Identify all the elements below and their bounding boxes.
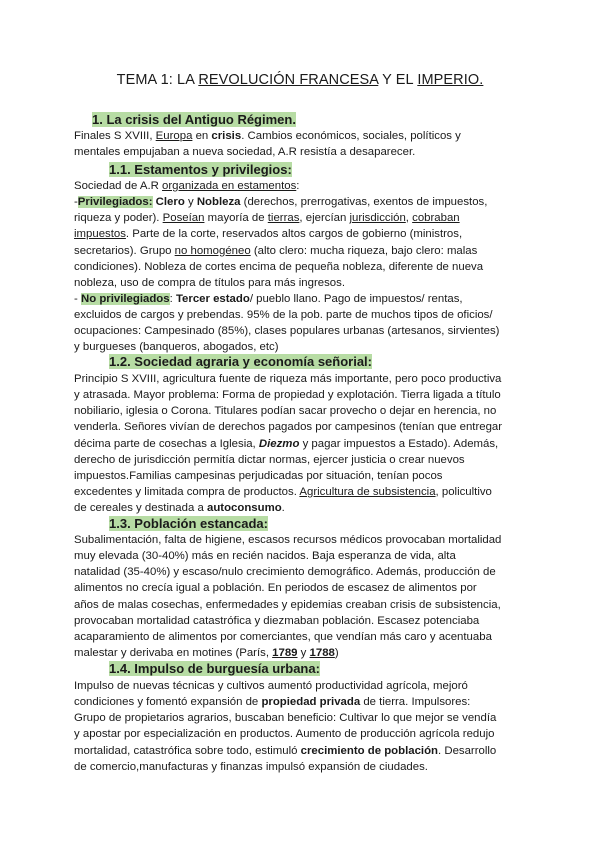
title-revolucion: REVOLUCIÓN FRANCESA [198,72,379,88]
section-1-heading: 1. La crisis del Antiguo Régimen. [92,112,296,127]
section-1-4-heading: 1.4. Impulso de burguesía urbana: [109,661,320,676]
section-1-3-text: Subalimentación, falta de higiene, escasos recursos médicos provocaban mortalidad muy elevada (30-40%) más en recién nacidos. Baja esperanza de vida, alta natalidad (35-40%) y escaso/nulo crecimiento demográfico. Además, producción de alimentos no crecía igual a población. En periodos de escasez de alimentos por años de malas cosechas, enfermedades y epidemias creaban crisis de subsistencia, provocaban mortalidad catastrófica y diezmaban población. Escasez potenciaba acaparamiento de alimentos por comerciantes, que vendían más caro y acentuaba malestar y derivaba en motines (París, 1789 y 1788) [74,534,502,659]
title-mid: Y EL [378,72,418,88]
page-title [0,72,600,88]
section-1-4-text: Impulso de nuevas técnicas y cultivos aumentó productividad agrícola, mejoró condiciones y fomentó expansión de propiedad privada de tierra. Impulsores: Grupo de propietarios agrarios, buscaban beneficio: Cultivar lo que mejor se vendía y apostar por especialización en productos. Aumento de producción agrícola redujo mortalidad, catastrófica sobre todo, estimuló crecimiento de población. Desarrollo de comercio,manufacturas y finanzas impulsó expansión de ciudades. [74,680,497,773]
section-1-text: Finales S XVIII, Europa en crisis. Cambios económicos, sociales, políticos y mentales empujaban a nueva sociedad, A.R resistía a desaparecer. [74,130,461,159]
section-1-1-heading: 1.1. Estamentos y privilegios: [109,162,292,177]
section-1-2-text: Principio S XVIII, agricultura fuente de riqueza más importante, pero poco productiva y atrasada. Mayor problema: Forma de propiedad y explotación. Tierra ligada a título nobiliario, iglesia o Corona. Titulares podían sacar provecho o dejar en herencia, no venderla. Señores vivían de derechos pagados por campesinos (tenían que entregar décima parte de cosechas a Iglesia, Diezmo y pagar impuestos a Estado). Además, derecho de jurisdicción permitía dictar normas, ejercer justicia o crear nuevos impuestos.Familias campesinas perjudicadas por situación, tenían pocos excedentes y limitada compra de productos. Agricultura de subsistencia, policultivo de cereales y destinada a autoconsumo. [74,373,503,515]
title-imperio: IMPERIO. [417,72,484,88]
section-1-1-text: Sociedad de A.R organizada en estamentos: -Privilegiados: Clero y Nobleza (derechos, prerrogativas, exentos de impuestos, riqueza y poder). Poseían mayoría de tierras, ejercían jurisdicción, cobraban impuestos. Parte de la corte, reservados altos cargos de gobierno (ministros, secretarios). Grupo no homogéneo (alto clero: mucha riqueza, bajo clero: malas condiciones). Nobleza de cortes encima de pequeña nobleza, diferente de nueva nobleza, uso de compra de títulos para más ingresos. - No privilegiados: Tercer estado/ pueblo llano. Pago de impuestos/ rentas, excluidos de cargos y prebendas. 95% de la pob. parte de muchos tipos de oficios/ ocupaciones: Campesinado (85%), clases populares urbanas (artesanos, sirvientes) y burgueses (banqueros, abogados, etc) [74,180,500,354]
section-1-2-heading: 1.2. Sociedad agraria y economía señorial: [109,354,372,369]
title-prefix: TEMA 1: LA [116,72,199,88]
section-1-3-heading: 1.3. Población estancada: [109,516,268,531]
